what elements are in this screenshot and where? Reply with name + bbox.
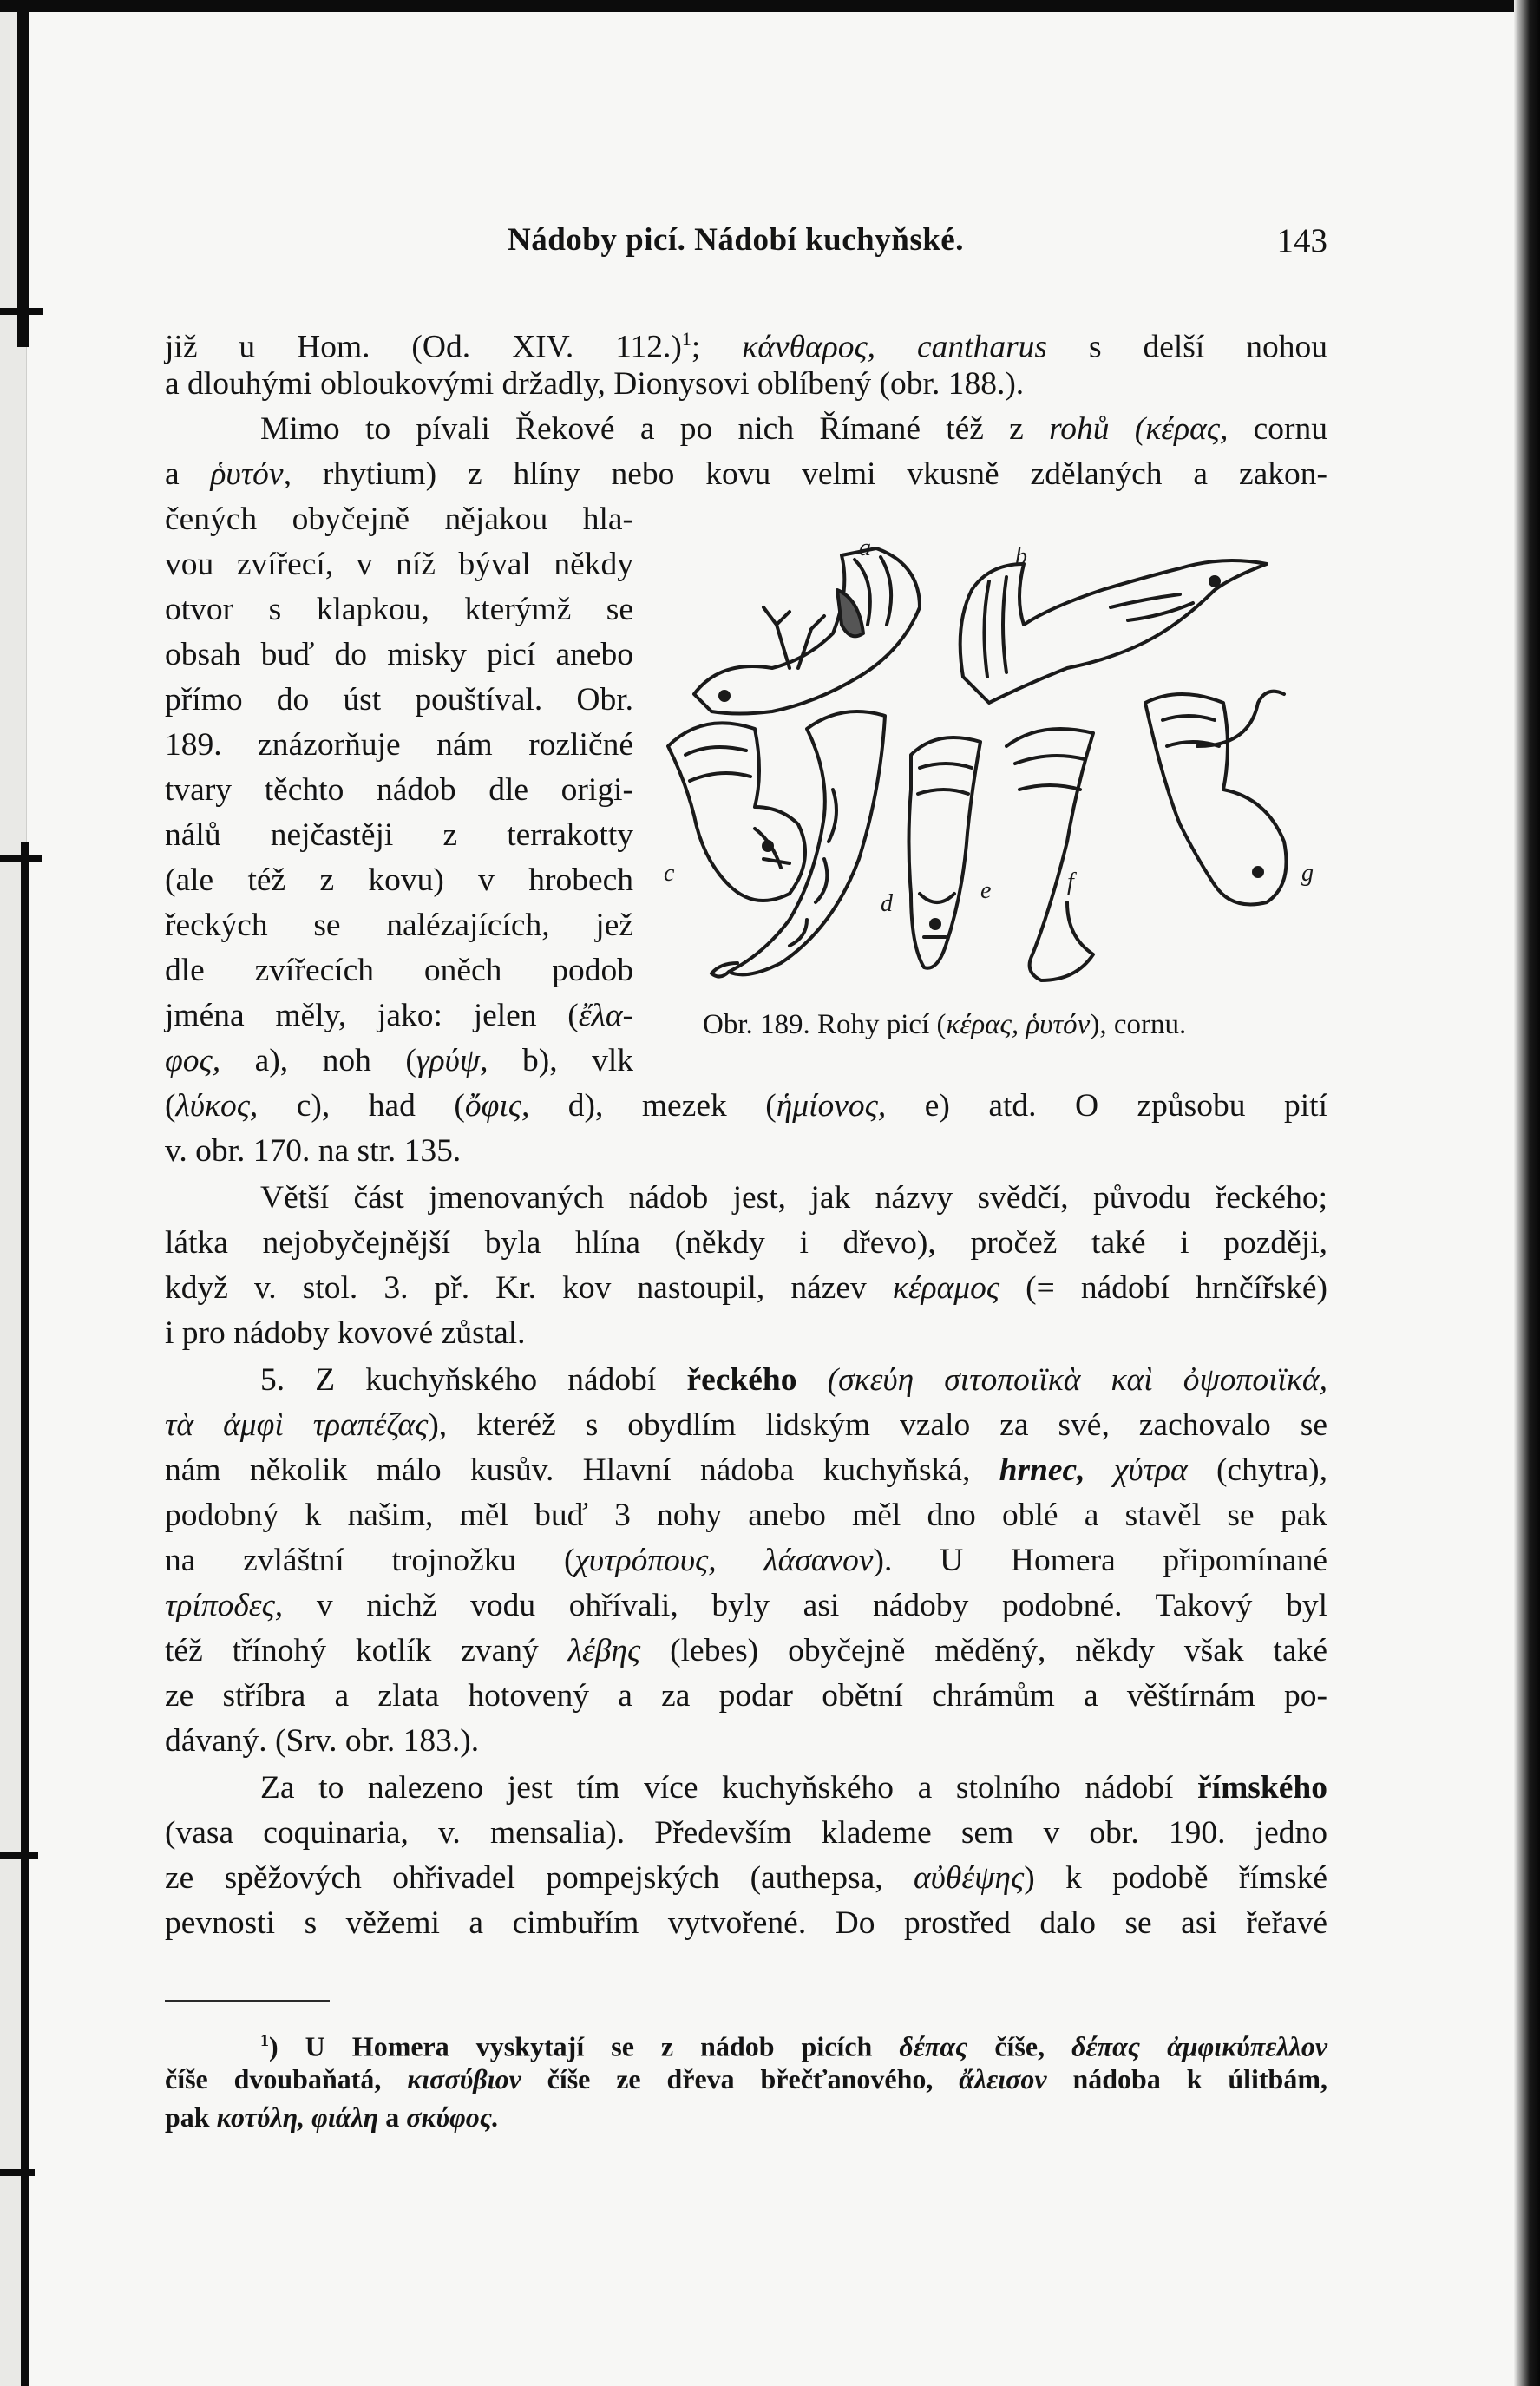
text-line: ze stříbra a zlata hotovený a za podar obětní chrámům a věštírnám po- (165, 1678, 1327, 1714)
drinking-horns-illustration (659, 529, 1327, 1015)
text-line: 189. znázorňuje nám rozličné (165, 727, 633, 763)
text-line: tvary těchto nádob dle origi- (165, 772, 633, 808)
binding-tick (0, 308, 43, 315)
horn-wolf (668, 723, 805, 901)
text-line: nálů nejčastěji z terrakotty (165, 817, 633, 853)
text-line: látka nejobyčejnější byla hlína (někdy i dřevo), pročež také i později, (165, 1225, 1327, 1261)
horn-griffin (960, 560, 1267, 703)
text-line: (λύκος, c), had (ὄφις, d), mezek (ἡμίονος, e) atd. O způsobu pití (165, 1088, 1327, 1124)
figure-caption: Obr. 189. Rohy picí (κέρας, ῥυτόν), cornu. (703, 1009, 1187, 1040)
text-line: vou zvířecí, v níž býval někdy (165, 547, 633, 582)
text-line: čených obyčejně nějakou hla- (165, 501, 633, 537)
horn-mule (909, 737, 981, 968)
binding-mark (17, 0, 29, 347)
binding-tick (0, 855, 42, 862)
text-line: φος, a), noh (γρύψ, b), vlk (165, 1043, 633, 1078)
text-line: v. obr. 170. na str. 135. (165, 1133, 462, 1169)
running-head (165, 221, 1327, 265)
horn-stag (694, 548, 920, 714)
text-line: řeckých se nalézajících, jež (165, 908, 633, 943)
page-right-edge (1514, 0, 1540, 2386)
figure-label-d: d (881, 890, 893, 917)
binding-mark (21, 842, 29, 2386)
text-line: přímo do úst pouštíval. Obr. (165, 682, 633, 718)
text-line: obsah buď do misky picí anebo (165, 637, 633, 672)
binding-tick (0, 2169, 35, 2176)
text-line: pevnosti s věžemi a cimbuřím vytvořené. Do prostřed dalo se asi řeřavé (165, 1905, 1327, 1941)
footnote-line: číše dvoubaňatá, κισσύβιον číše ze dřeva břečťanového, ἄλεισον nádoba k úlitbám, (165, 2063, 1328, 2094)
text-line: a ῥυτόν, rhytium) z hlíny nebo kovu velmi vkusně zdělaných a zakon- (165, 456, 1327, 492)
figure-label-c: c (664, 860, 675, 887)
text-line: nám několik málo kusův. Hlavní nádoba kuchyňská, hrnec, χύτρα (chytra), (165, 1452, 1327, 1488)
text-line: na zvláštní trojnožku (χυτρόπους, λάσανον). U Homera připomínané (165, 1543, 1327, 1578)
figure-label-b: b (1015, 543, 1027, 570)
text-line: též třínohý kotlík zvaný λέβης (lebes) obyčejně měděný, někdy však také (165, 1633, 1327, 1668)
text-line: τὰ ἀμφὶ τραπέζας), kteréž s obydlím lidským vzalo za své, zachovalo se (165, 1407, 1327, 1443)
text-line: Za to nalezeno jest tím více kuchyňského a stolního nádobí římského (260, 1770, 1327, 1806)
book-page (165, 0, 1327, 2386)
text-line: podobný k našim, měl buď 3 nohy anebo měl dno oblé a stavěl se pak (165, 1498, 1327, 1533)
text-line: ze spěžových ohřivadel pompejských (authepsa, αὐθέψης) k podobě římské (165, 1860, 1327, 1896)
footnote-line: $^1$) U Homera vyskytají se z nádob picích δέπας číše, δέπας ἀμφικύπελλον (260, 2030, 1328, 2062)
page-number: 143 (1276, 222, 1327, 259)
text-line: jména měly, jako: jelen (ἔλα- (165, 998, 633, 1033)
text-line: dle zvířecích oněch podob (165, 953, 633, 988)
footnote-rule (165, 2000, 330, 2002)
horn-horse (1145, 692, 1287, 905)
figure-label-f: f (1067, 869, 1074, 895)
text-line: dávaný. (Srv. obr. 183.). (165, 1723, 480, 1759)
text-line: 5. Z kuchyňského nádobí řeckého (σκεύη σιτοποιϊκὰ καὶ ὀψοποιϊκά, (260, 1362, 1327, 1398)
horn-snake (711, 711, 885, 977)
binding-tick (0, 1852, 38, 1859)
figure-label-g: g (1301, 860, 1314, 887)
text-line: τρίποδες, v nichž vodu ohřívali, byly asi nádoby podobné. Takový byl (165, 1588, 1327, 1623)
footnote-line: pak κοτύλη, φιάλη a σκύφος. (165, 2101, 500, 2133)
figure-drinking-horns (659, 529, 1327, 1015)
text-line: (ale též z kovu) v hrobech (165, 862, 633, 898)
text-line: Větší část jmenovaných nádob jest, jak názvy svědčí, původu řeckého; (260, 1180, 1327, 1216)
text-line: (vasa coquinaria, v. mensalia). Především klademe sem v obr. 190. jedno (165, 1815, 1327, 1851)
figure-label-e: e (980, 877, 992, 904)
text-line: Mimo to pívali Řekové a po nich Římané též z rohů (κέρας, cornu (260, 411, 1328, 447)
horn-f (1006, 729, 1093, 980)
text-line: již u Hom. (Od. XIV. 112.)$^1$; κάνθαρος, cantharus s delší nohou (165, 328, 1328, 365)
text-line: když v. stol. 3. př. Kr. kov nastoupil, název κέραμος (= nádobí hrnčířské) (165, 1270, 1327, 1306)
text-line: i pro nádoby kovové zůstal. (165, 1315, 526, 1351)
running-title: Nádoby picí. Nádobí kuchyňské. (508, 222, 964, 258)
text-line: a dlouhými obloukovými držadly, Dionysovi oblíbený (obr. 188.). (165, 366, 1025, 402)
text-line: otvor s klapkou, kterýmž se (165, 592, 633, 627)
figure-label-a: a (859, 534, 871, 561)
